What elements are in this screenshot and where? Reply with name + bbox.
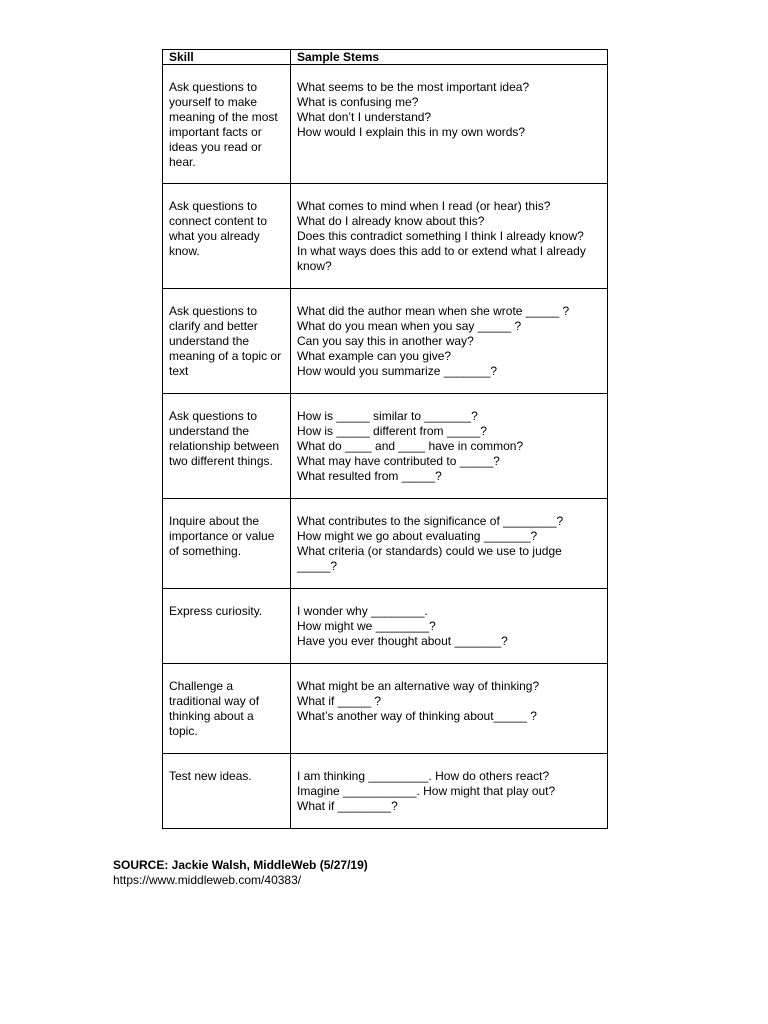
skill-text: Ask questions to connect content to what you already know. bbox=[169, 199, 268, 258]
stems-cell bbox=[291, 289, 608, 394]
skill-text: Ask questions to understand the relationship between two different things. bbox=[169, 409, 280, 468]
table-row bbox=[163, 754, 608, 829]
stems-cell bbox=[291, 184, 608, 289]
table-row bbox=[163, 499, 608, 589]
stem-line: What criteria (or standards) could we use to judge bbox=[297, 544, 562, 558]
skill-text: Express curiosity. bbox=[169, 604, 263, 618]
skill-text: Ask questions to clarify and better understand the meaning of a topic or text bbox=[169, 304, 282, 378]
skill-cell bbox=[163, 499, 291, 589]
stem-line: How would you summarize _______? bbox=[297, 364, 498, 378]
skill-text: Challenge a traditional way of thinking about a topic. bbox=[169, 679, 260, 738]
stem-line: What did the author mean when she wrote _____ ? bbox=[297, 304, 570, 318]
skill-cell bbox=[163, 394, 291, 499]
stem-line: What contributes to the significance of ________? bbox=[297, 514, 564, 528]
table-row bbox=[163, 184, 608, 289]
table-row bbox=[163, 394, 608, 499]
source-url[interactable]: https://www.middleweb.com/40383/ bbox=[113, 873, 302, 887]
skill-cell bbox=[163, 65, 291, 184]
stem-line: How is _____ different from _____? bbox=[297, 424, 487, 438]
stem-line: What might be an alternative way of thinking? bbox=[297, 679, 540, 693]
stem-line: How would I explain this in my own words? bbox=[297, 125, 526, 139]
source-title: SOURCE: Jackie Walsh, MiddleWeb (5/27/19) bbox=[113, 858, 368, 872]
skill-text: Inquire about the importance or value of something. bbox=[169, 514, 275, 558]
stem-line: What’s another way of thinking about_____ ? bbox=[297, 709, 537, 723]
skill-cell bbox=[163, 289, 291, 394]
stem-line: What is confusing me? bbox=[297, 95, 419, 109]
header-skill: Skill bbox=[163, 50, 291, 65]
stem-line: Imagine ___________. How might that play out? bbox=[297, 784, 556, 798]
stem-line: _____? bbox=[297, 559, 338, 573]
skill-cell bbox=[163, 754, 291, 829]
skill-text: Ask questions to yourself to make meaning of the most important facts or ideas you read or hear. bbox=[169, 80, 278, 169]
stem-line: I am thinking _________. How do others react? bbox=[297, 769, 550, 783]
header-sample-stems: Sample Stems bbox=[291, 50, 608, 65]
stem-line: Does this contradict something I think I already know? bbox=[297, 229, 584, 243]
stem-line: What resulted from _____? bbox=[297, 469, 442, 483]
stem-line: What do I already know about this? bbox=[297, 214, 485, 228]
stems-cell bbox=[291, 394, 608, 499]
stem-line: What may have contributed to _____? bbox=[297, 454, 500, 468]
table-row bbox=[163, 65, 608, 184]
stem-line: What if _____ ? bbox=[297, 694, 382, 708]
stems-cell bbox=[291, 589, 608, 664]
stem-line: What do you mean when you say _____ ? bbox=[297, 319, 522, 333]
table-row bbox=[163, 664, 608, 754]
stem-line: How is _____ similar to _______? bbox=[297, 409, 478, 423]
stem-line: How might we ________? bbox=[297, 619, 436, 633]
skill-cell bbox=[163, 664, 291, 754]
stem-line: What do ____ and ____ have in common? bbox=[297, 439, 524, 453]
stem-line: Have you ever thought about _______? bbox=[297, 634, 508, 648]
table-header-row bbox=[163, 50, 608, 65]
stem-line: Can you say this in another way? bbox=[297, 334, 474, 348]
stems-cell bbox=[291, 664, 608, 754]
stem-line: What don’t I understand? bbox=[297, 110, 432, 124]
stems-cell bbox=[291, 499, 608, 589]
stem-line: In what ways does this add to or extend what I already bbox=[297, 244, 586, 258]
stem-line: What seems to be the most important idea? bbox=[297, 80, 530, 94]
skill-cell bbox=[163, 184, 291, 289]
stem-line: What comes to mind when I read (or hear) this? bbox=[297, 199, 551, 213]
table-body bbox=[163, 65, 608, 829]
skill-cell bbox=[163, 589, 291, 664]
table-row bbox=[163, 589, 608, 664]
stem-line: know? bbox=[297, 259, 332, 273]
skills-table bbox=[162, 49, 608, 829]
stem-line: I wonder why ________. bbox=[297, 604, 428, 618]
stem-line: How might we go about evaluating _______? bbox=[297, 529, 538, 543]
stems-cell bbox=[291, 754, 608, 829]
skill-text: Test new ideas. bbox=[169, 769, 252, 783]
table-row bbox=[163, 289, 608, 394]
stem-line: What example can you give? bbox=[297, 349, 452, 363]
stems-cell bbox=[291, 65, 608, 184]
stem-line: What if ________? bbox=[297, 799, 398, 813]
source-citation bbox=[113, 858, 368, 888]
